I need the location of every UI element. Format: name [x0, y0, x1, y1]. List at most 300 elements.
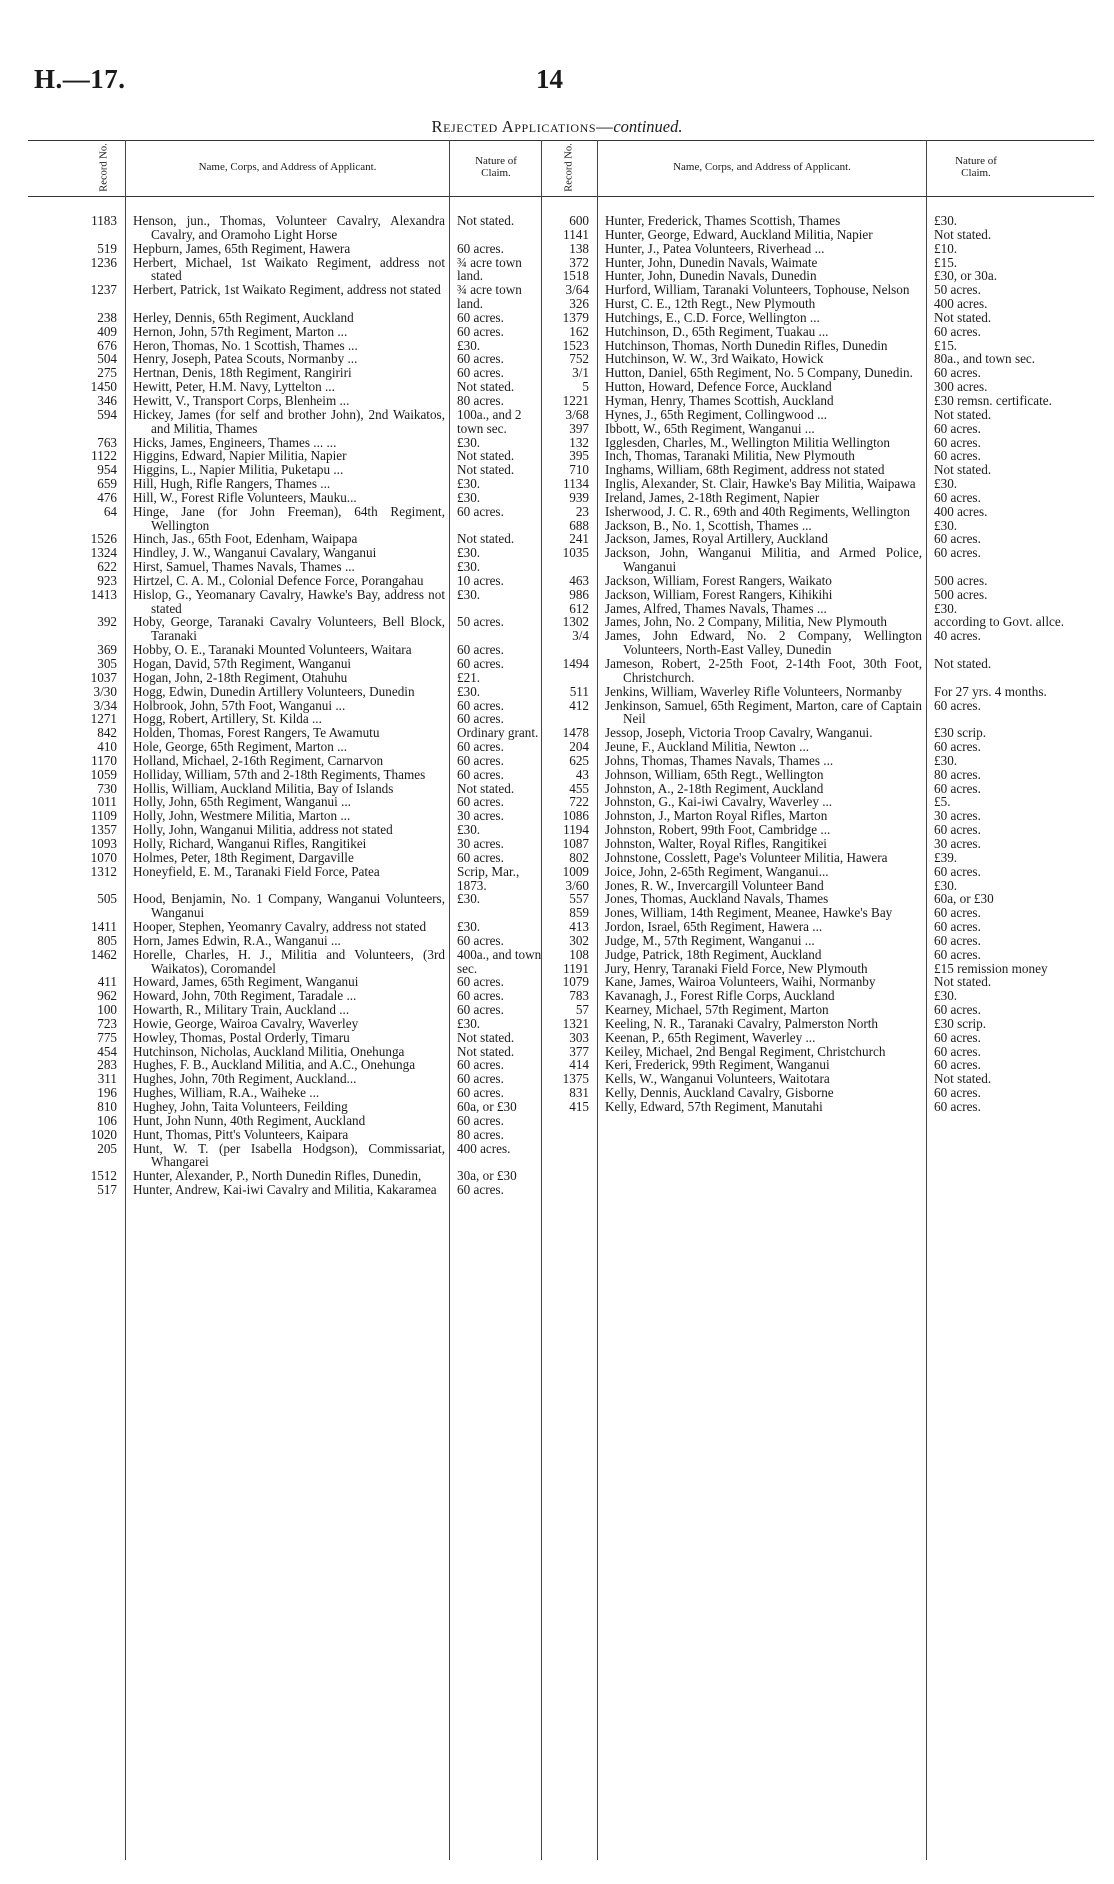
applicant-name [597, 366, 926, 380]
applicant-name-text: Howley, Thomas, Postal Orderly, Timaru [133, 1029, 350, 1045]
record-number: 64 [103, 503, 117, 519]
table-row [548, 823, 1108, 837]
applicant-name [125, 1114, 449, 1128]
claim-nature: 60 acres. [934, 780, 981, 796]
table-row [40, 1142, 546, 1170]
record-number: 346 [97, 392, 117, 408]
applicant-name [597, 879, 926, 893]
table-row [548, 948, 1108, 962]
table-row [548, 1086, 1108, 1100]
record-number: 305 [97, 656, 117, 671]
applicant-name [125, 1183, 449, 1197]
claim-nature: 60 acres. [934, 545, 981, 561]
claim-nature: 50 acres. [934, 282, 981, 298]
claim-nature: £30. [457, 683, 481, 699]
applicant-name-text: Johnston, Walter, Royal Rifles, Rangitikei [605, 835, 827, 851]
table-row [548, 408, 1108, 422]
record-number: 476 [97, 489, 117, 505]
table-row [40, 546, 546, 560]
table-row [548, 685, 1108, 699]
applicant-name-text: Jenkins, William, Waverley Rifle Volunteers, Normanby [605, 683, 903, 699]
record-number: 3/30 [93, 683, 117, 699]
claim-nature: £30. [934, 476, 958, 492]
claim-nature: 60 acres. [934, 919, 981, 935]
claim-nature: 60 acres. [934, 434, 981, 450]
applicant-name-text: Holbrook, John, 57th Foot, Wanganui ... [133, 697, 346, 713]
record-number: 859 [569, 905, 589, 921]
applicant-name [597, 975, 926, 989]
applicant-name [597, 754, 926, 768]
applicant-name-text: Kelly, Dennis, Auckland Cavalry, Gisborne [605, 1085, 834, 1101]
record-number: 557 [569, 891, 589, 907]
applicant-name [125, 283, 449, 297]
applicant-name [125, 505, 449, 533]
table-row [40, 740, 546, 754]
record-number: 710 [569, 462, 589, 478]
claim-nature: £30. [457, 822, 481, 838]
applicant-name-text: Hewitt, V., Transport Corps, Blenheim ... [133, 392, 350, 408]
table-row [40, 865, 546, 893]
claim-nature: 60 acres. [457, 711, 504, 727]
applicant-name [125, 726, 449, 740]
applicant-name [125, 325, 449, 339]
record-number: 1526 [90, 531, 117, 547]
table-row [40, 394, 546, 408]
applicant-name-text: Jackson, James, Royal Artillery, Auckland [605, 531, 828, 547]
applicant-name-text: Hogan, David, 57th Regiment, Wanganui [133, 656, 352, 671]
applicant-name [597, 1031, 926, 1045]
table-row [40, 352, 546, 366]
claim-nature: 60 acres. [934, 365, 981, 381]
applicant-name-text: Higgins, L., Napier Militia, Puketapu ... [133, 462, 344, 478]
applicant-name-text: Hughes, F. B., Auckland Militia, and A.C., Onehunga [133, 1057, 416, 1073]
table-row [548, 657, 1108, 685]
table-row [548, 851, 1108, 865]
applicant-name-text: Hutchinson, Nicholas, Auckland Militia, Onehunga [133, 1043, 405, 1059]
record-number: 413 [569, 919, 589, 935]
table-row [40, 505, 546, 533]
record-number: 923 [97, 572, 117, 588]
applicant-name-text: Hurford, William, Taranaki Volunteers, Tophouse, Nelson [605, 282, 910, 298]
table-row [40, 560, 546, 574]
table-row [548, 297, 1108, 311]
claim-nature: £30. [457, 559, 481, 575]
record-number: 1037 [90, 669, 117, 685]
applicant-name-text: Henry, Joseph, Patea Scouts, Normanby ... [133, 351, 358, 367]
applicant-name-text: Johnstone, Cosslett, Page's Volunteer Militia, Hawera [605, 849, 888, 865]
applicant-name-text: Jones, Thomas, Auckland Navals, Thames [605, 891, 829, 907]
table-row [548, 532, 1108, 546]
claim-nature: 60 acres. [457, 503, 504, 519]
record-number: 659 [97, 476, 117, 492]
applicant-name [597, 768, 926, 782]
applicant-name [597, 532, 926, 546]
record-number: 455 [569, 780, 589, 796]
claim-nature: For 27 yrs. 4 months. [934, 683, 1047, 699]
applicant-name [125, 214, 449, 242]
applicant-name-text: Higgins, Edward, Napier Militia, Napier [133, 448, 347, 464]
applicant-name [597, 809, 926, 823]
table-row [548, 214, 1108, 228]
claim-nature: 60 acres. [457, 1112, 504, 1128]
table-row [40, 311, 546, 325]
record-number: 162 [569, 323, 589, 339]
record-number: 5 [582, 379, 589, 395]
applicant-name-text: Jackson, William, Forest Rangers, Kihikihi [605, 586, 833, 602]
claim-nature: Not stated. [934, 1071, 992, 1087]
claim-nature: Not stated. [457, 780, 515, 796]
record-number: 805 [97, 932, 117, 948]
table-row [40, 256, 546, 284]
applicant-name [597, 837, 926, 851]
applicant-name-text: Hoby, George, Taranaki Cavalry Volunteers, Bell Block, Taranaki [133, 614, 445, 644]
claim-nature: 30 acres. [934, 835, 981, 851]
applicant-name [597, 989, 926, 1003]
table-row [40, 242, 546, 256]
table-row [548, 809, 1108, 823]
record-number: 275 [97, 365, 117, 381]
table-row [40, 1017, 546, 1031]
applicant-name-text: Herbert, Michael, 1st Waikato Regiment, address not stated [133, 254, 445, 284]
applicant-name-text: Hunter, John, Dunedin Navals, Waimate [605, 254, 818, 270]
table-row [40, 989, 546, 1003]
table-row [40, 1128, 546, 1142]
record-number: 415 [569, 1099, 589, 1114]
applicant-name [125, 795, 449, 809]
claim-nature: 60 acres. [457, 932, 504, 948]
applicant-name-text: Hunter, George, Edward, Auckland Militia, Napier [605, 226, 873, 242]
claim-nature: Not stated. [934, 656, 992, 671]
table-row [40, 339, 546, 353]
applicant-name-text: Hutton, Howard, Defence Force, Auckland [605, 379, 832, 395]
applicant-name [125, 449, 449, 463]
record-number: 625 [569, 752, 589, 768]
table-row [40, 214, 546, 242]
table-row [548, 283, 1108, 297]
applicant-name [597, 962, 926, 976]
table-row [548, 602, 1108, 616]
applicant-name [125, 615, 449, 643]
record-number: 1194 [563, 822, 589, 838]
applicant-name-text: Hole, George, 65th Regiment, Marton ... [133, 739, 348, 755]
applicant-name-text: Kavanagh, J., Forest Rifle Corps, Auckland [605, 988, 835, 1004]
claim-nature: £15 remission money [934, 960, 1048, 976]
claim-nature: 60 acres. [934, 946, 981, 962]
claim-nature: 80 acres. [457, 392, 504, 408]
applicant-name [597, 505, 926, 519]
applicant-name [597, 699, 926, 727]
applicant-name [125, 1169, 449, 1183]
applicant-name [597, 574, 926, 588]
applicant-name-text: Inch, Thomas, Taranaki Militia, New Plymouth [605, 448, 855, 464]
claim-nature: Not stated. [934, 462, 992, 478]
applicant-name-text: Hogg, Edwin, Dunedin Artillery Volunteers, Dunedin [133, 683, 415, 699]
name-header-right: Name, Corps, and Address of Applicant. [673, 161, 851, 173]
table-row [548, 1031, 1108, 1045]
record-number: 395 [569, 448, 589, 464]
claim-nature: £30. [457, 545, 481, 561]
table-row [40, 1100, 546, 1114]
record-number: 1221 [562, 392, 589, 408]
claim-nature: 60a, or £30 [934, 891, 994, 907]
applicant-name [597, 1045, 926, 1059]
applicant-name-text: Holden, Thomas, Forest Rangers, Te Awamutu [133, 725, 380, 741]
table-row [40, 768, 546, 782]
claim-nature: £21. [457, 669, 481, 685]
applicant-name-text: Hunter, Andrew, Kai-iwi Cavalry and Militia, Kakaramea [133, 1182, 437, 1198]
claim-nature: 60 acres. [934, 932, 981, 948]
table-row [548, 449, 1108, 463]
applicant-name-text: Horn, James Edwin, R.A., Wanganui ... [133, 932, 341, 948]
record-number: 594 [97, 406, 117, 422]
table-row [548, 837, 1108, 851]
claim-nature: 400 acres. [934, 503, 988, 519]
applicant-name-text: Jeune, F., Auckland Militia, Newton ... [605, 739, 810, 755]
applicant-name [125, 934, 449, 948]
record-number: 1134 [563, 476, 589, 492]
applicant-name [597, 491, 926, 505]
claim-nature: 80 acres. [934, 766, 981, 782]
applicant-name [125, 546, 449, 560]
record-number: 302 [569, 932, 589, 948]
claim-nature: 60 acres. [934, 1029, 981, 1045]
claim-nature: 300 acres. [934, 379, 988, 395]
claim-nature: £30. [457, 891, 481, 907]
table-top-rule [28, 140, 1094, 141]
applicant-name [597, 657, 926, 685]
record-number: 1070 [90, 849, 117, 865]
applicant-name-text: Johnston, J., Marton Royal Rifles, Marton [605, 808, 828, 824]
applicant-name-text: Johnston, A., 2-18th Regiment, Auckland [605, 780, 824, 796]
applicant-name-text: Howard, John, 70th Regiment, Taradale ... [133, 988, 357, 1004]
record-number: 1321 [562, 1015, 589, 1031]
applicant-name-text: Jameson, Robert, 2-25th Foot, 2-14th Foot, 30th Foot, Christchurch. [605, 656, 922, 685]
table-row [548, 519, 1108, 533]
record-number: 802 [569, 849, 589, 865]
applicant-name-text: Hickey, James (for self and brother John), 2nd Waikatos, and Militia, Thames [133, 406, 445, 436]
table-row [548, 795, 1108, 809]
claim-nature: 60 acres. [934, 1043, 981, 1059]
record-number: 939 [569, 489, 589, 505]
applicant-name-text: Ireland, James, 2-18th Regiment, Napier [605, 489, 820, 505]
table-row [40, 1114, 546, 1128]
applicant-name-text: Hicks, James, Engineers, Thames ... ... [133, 434, 337, 450]
claim-nature: 60 acres. [457, 365, 504, 381]
applicant-name-text: Hunter, John, Dunedin Navals, Dunedin [605, 268, 817, 284]
applicant-name-text: James, Alfred, Thames Navals, Thames ... [605, 600, 827, 616]
table-row [548, 588, 1108, 602]
applicant-name [597, 463, 926, 477]
record-number: 676 [97, 337, 117, 353]
applicant-name [125, 491, 449, 505]
record-number: 1375 [562, 1071, 589, 1087]
applicant-name-text: Hunter, J., Patea Volunteers, Riverhead ... [605, 240, 825, 256]
applicant-name [597, 311, 926, 325]
table-row [40, 532, 546, 546]
applicant-name-text: Howie, George, Wairoa Cavalry, Waverley [133, 1015, 359, 1031]
record-number: 3/64 [565, 282, 589, 298]
applicant-name-text: Hutchinson, W. W., 3rd Waikato, Howick [605, 351, 824, 367]
record-number: 962 [97, 988, 117, 1004]
applicant-name-text: Hunt, John Nunn, 40th Regiment, Auckland [133, 1112, 366, 1128]
table-row [548, 269, 1108, 283]
applicant-name [125, 754, 449, 768]
applicant-name [597, 352, 926, 366]
applicant-name-text: Hill, Hugh, Rifle Rangers, Thames ... [133, 476, 331, 492]
applicant-name-text: Heron, Thomas, No. 1 Scottish, Thames ... [133, 337, 358, 353]
claim-nature: Ordinary grant. [457, 725, 539, 741]
table-row [548, 934, 1108, 948]
applicant-name-text: Holland, Michael, 2-16th Regiment, Carnarvon [133, 752, 384, 768]
applicant-name [125, 477, 449, 491]
applicant-name [597, 1100, 926, 1114]
applicant-name-text: Hinge, Jane (for John Freeman), 64th Regiment, Wellington [133, 503, 445, 533]
table-row [548, 906, 1108, 920]
applicant-name-text: Honeyfield, E. M., Taranaki Field Force, Patea [133, 863, 380, 879]
applicant-name [125, 657, 449, 671]
record-number: 412 [569, 697, 589, 713]
claim-nature: 60 acres. [934, 489, 981, 505]
applicant-name [597, 851, 926, 865]
table-row [548, 366, 1108, 380]
table-row [548, 782, 1108, 796]
table-row [40, 975, 546, 989]
record-no-header-right: Record No. [563, 143, 575, 192]
record-number: 196 [97, 1085, 117, 1101]
applicant-name [125, 1128, 449, 1142]
record-number: 752 [569, 351, 589, 367]
table-row [40, 1072, 546, 1086]
table-row [548, 256, 1108, 270]
claim-nature: £30. [457, 434, 481, 450]
claim-nature: 60 acres. [457, 1057, 504, 1073]
claim-nature: Not stated. [934, 226, 992, 242]
applicant-name-text: Kells, W., Wanganui Volunteers, Waitotara [605, 1071, 830, 1087]
applicant-name [125, 256, 449, 284]
applicant-name [125, 989, 449, 1003]
table-row [40, 615, 546, 643]
applicant-name [125, 311, 449, 325]
applicant-name-text: Jackson, William, Forest Rangers, Waikato [605, 572, 832, 588]
applicant-name [597, 380, 926, 394]
claim-nature: 60 acres. [934, 739, 981, 755]
applicant-name-text: Hepburn, James, 65th Regiment, Hawera [133, 240, 351, 256]
applicant-name [597, 228, 926, 242]
applicant-name [597, 920, 926, 934]
table-row [40, 685, 546, 699]
applicant-name [597, 906, 926, 920]
applicant-name [125, 671, 449, 685]
record-no-header-left: Record No. [98, 143, 110, 192]
table-row [548, 892, 1108, 906]
record-number: 43 [575, 766, 589, 782]
applicant-name [125, 436, 449, 450]
record-number: 504 [97, 351, 117, 367]
applicant-name [597, 436, 926, 450]
record-number: 283 [97, 1057, 117, 1073]
claim-nature: Not stated. [457, 379, 515, 395]
record-number: 138 [569, 240, 589, 256]
claim-nature: 60 acres. [457, 309, 504, 325]
claim-nature: 60 acres. [457, 351, 504, 367]
record-number: 730 [97, 780, 117, 796]
applicant-name [125, 242, 449, 256]
applicant-name [125, 1045, 449, 1059]
table-row [548, 768, 1108, 782]
table-row [40, 380, 546, 394]
applicant-name [125, 380, 449, 394]
table-title-main: Rejected Applications— [431, 117, 614, 136]
claim-nature: 60 acres. [934, 1085, 981, 1101]
applicant-name [125, 1072, 449, 1086]
applicant-name-text: Joice, John, 2-65th Regiment, Wanganui... [605, 863, 829, 879]
claim-nature: 50 acres. [457, 614, 504, 630]
record-number: 57 [575, 1002, 589, 1018]
table-row [40, 920, 546, 934]
table-row [40, 491, 546, 505]
applicant-name-text: Ibbott, W., 65th Regiment, Wanganui ... [605, 420, 815, 436]
record-number: 397 [569, 420, 589, 436]
applicant-name [125, 975, 449, 989]
applicant-name [125, 588, 449, 616]
claim-nature: 30 acres. [457, 808, 504, 824]
claim-nature: 60 acres. [934, 697, 981, 713]
claim-nature: Not stated. [457, 462, 515, 478]
applicant-name-text: Hogan, John, 2-18th Regiment, Otahuhu [133, 669, 348, 685]
claim-nature: 40 acres. [934, 628, 981, 644]
table-title [0, 117, 1114, 137]
claim-nature: 60a, or £30 [457, 1099, 517, 1114]
applicant-name-text: Inghams, William, 68th Regiment, address not stated [605, 462, 885, 478]
applicant-name-text: Keenan, P., 65th Regiment, Waverley ... [605, 1029, 816, 1045]
table-row [548, 615, 1108, 629]
applicant-name [597, 782, 926, 796]
applicant-name-text: Judge, Patrick, 18th Regiment, Auckland [605, 946, 822, 962]
record-number: 1183 [91, 213, 117, 228]
applicant-name-text: Hunt, W. T. (per Isabella Hodgson), Commissariat, Whangarei [133, 1140, 445, 1170]
applicant-name [597, 477, 926, 491]
applicant-name-text: Hutchinson, D., 65th Regiment, Tuakau ... [605, 323, 829, 339]
applicant-name-text: Inglis, Alexander, St. Clair, Hawke's Bay Militia, Waipawa [605, 476, 916, 492]
applicant-name [597, 325, 926, 339]
table-row [548, 1058, 1108, 1072]
table-row [548, 1017, 1108, 1031]
applicant-name [597, 795, 926, 809]
record-number: 1312 [90, 863, 117, 879]
table-row [40, 823, 546, 837]
claim-nature: £5. [934, 794, 951, 810]
applicant-name-text: Hirst, Samuel, Thames Navals, Thames ... [133, 559, 355, 575]
record-number: 1237 [90, 282, 117, 298]
applicant-name-text: Henson, jun., Thomas, Volunteer Cavalry, Alexandra Cavalry, and Oramoho Light Horse [133, 213, 445, 242]
table-row [40, 1086, 546, 1100]
claim-nature: 10 acres. [457, 572, 504, 588]
applicant-name-text: Hunter, Frederick, Thames Scottish, Thames [605, 213, 841, 228]
record-number: 600 [569, 213, 589, 228]
table-row [40, 671, 546, 685]
applicant-name [125, 463, 449, 477]
applicant-name-text: Judge, M., 57th Regiment, Wanganui ... [605, 932, 815, 948]
record-number: 1191 [563, 960, 589, 976]
claim-nature: £30, or 30a. [934, 268, 997, 284]
record-number: 1011 [91, 794, 117, 810]
claim-nature: Not stated. [457, 1043, 515, 1059]
applicant-name-text: Holly, Richard, Wanganui Rifles, Rangitikei [133, 835, 367, 851]
table-row [40, 726, 546, 740]
applicant-name-text: Hernon, John, 57th Regiment, Marton ... [133, 323, 348, 339]
applicant-name [125, 643, 449, 657]
table-row [40, 1058, 546, 1072]
